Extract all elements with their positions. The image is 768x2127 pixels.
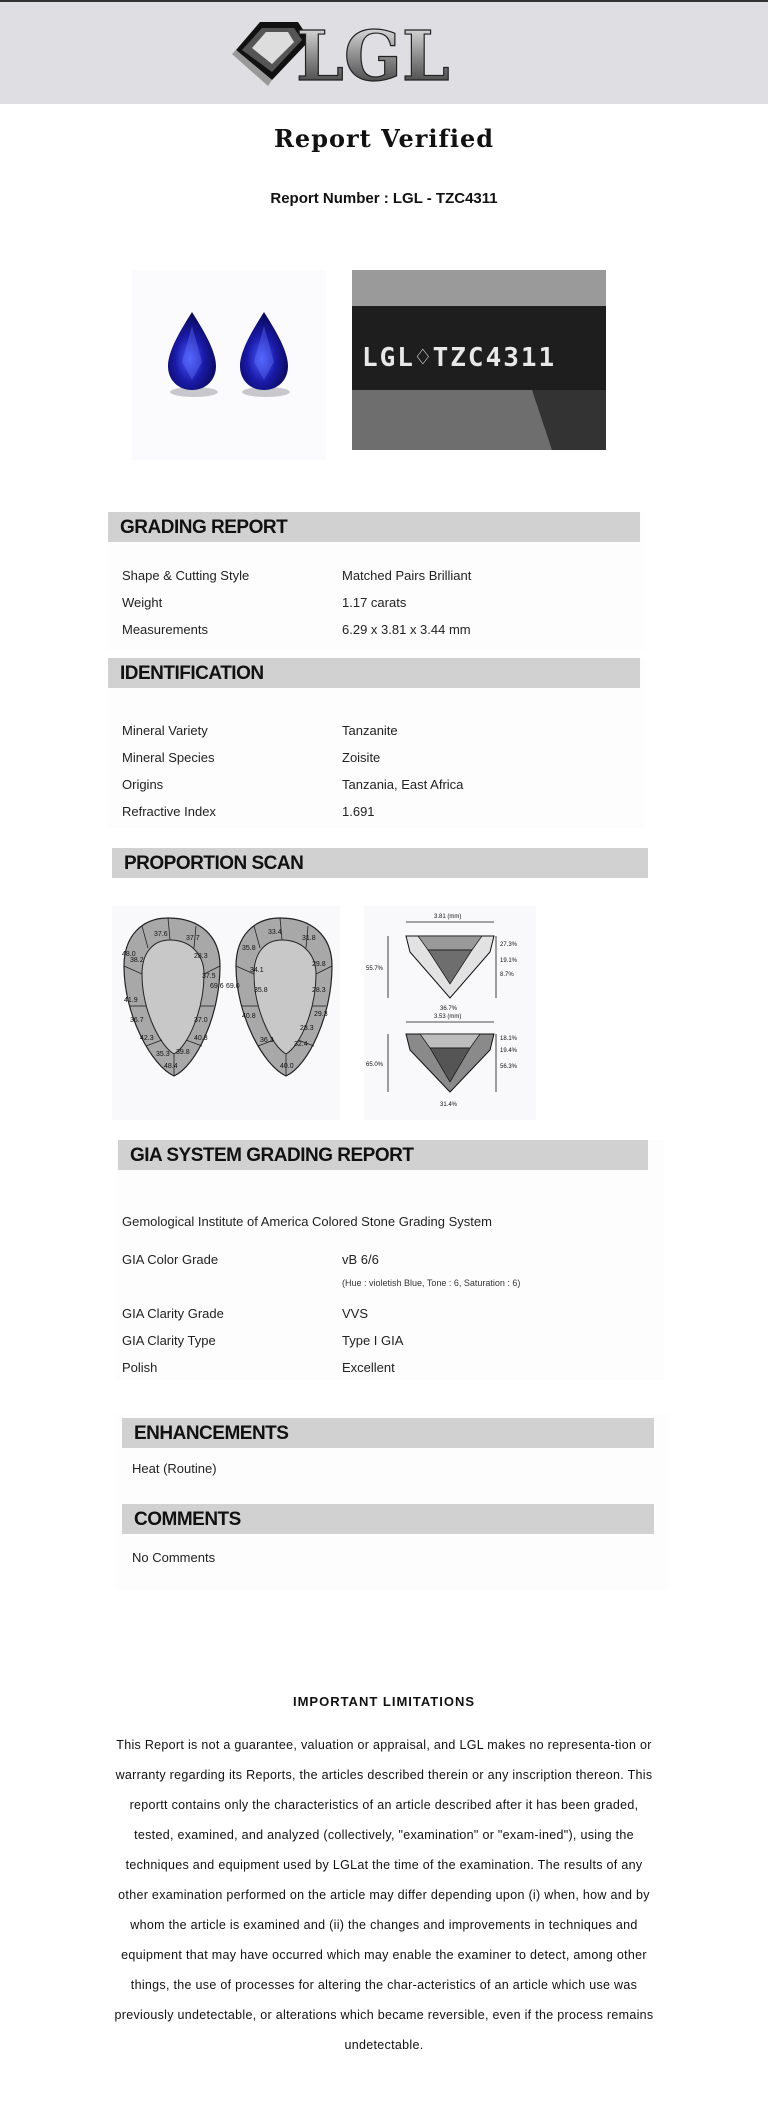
inscription-text: LGL♢TZC4311: [362, 343, 557, 373]
facet-label: 36.7: [130, 1017, 144, 1024]
gia-system-header: [118, 1140, 648, 1170]
gia-intro: Gemological Institute of America Colored Stone Grading System: [122, 1214, 492, 1229]
facet-label: 35.3: [156, 1051, 170, 1058]
gia-clarity-type-label: GIA Clarity Type: [122, 1333, 216, 1348]
gia-color-note: (Hue : violetish Blue, Tone : 6, Saturation : 6): [342, 1278, 521, 1288]
gia-clarity-grade-label: GIA Clarity Grade: [122, 1306, 224, 1321]
gia-clarity-grade-value: VVS: [342, 1306, 369, 1321]
profile-bottom-pavilion: 56.3%: [500, 1064, 518, 1070]
two-blue-pear-stones: [132, 270, 326, 460]
facet-label: 40.0: [280, 1063, 294, 1070]
grading-report-header: [108, 512, 640, 542]
refractive-index-value: 1.691: [342, 804, 375, 819]
gia-color-grade-value: vB 6/6: [342, 1252, 379, 1267]
facet-label: 69.6: [210, 983, 224, 990]
enhancements-value: Heat (Routine): [132, 1461, 217, 1476]
facet-label: 31.8: [302, 935, 316, 942]
facet-label: 38.2: [130, 957, 144, 964]
profile-top-crown: 27.3%: [500, 942, 518, 948]
profile-top-girdle: 19.1%: [500, 958, 518, 964]
weight-label: Weight: [122, 595, 163, 610]
stones-photo: [132, 270, 326, 460]
identification-heading: IDENTIFICATION: [120, 663, 264, 684]
mineral-variety-label: Mineral Variety: [122, 723, 208, 738]
mineral-species-label: Mineral Species: [122, 750, 215, 765]
page-header: [0, 0, 768, 104]
facet-label: 28.3: [194, 953, 208, 960]
facet-label: 37.7: [186, 935, 200, 942]
diamond-icon: [232, 16, 492, 96]
profile-top-depth: 55.7%: [366, 966, 384, 972]
grading-report-heading: GRADING REPORT: [120, 517, 288, 538]
facet-label: 69.0: [226, 983, 240, 990]
profile-bottom-crown: 18.1%: [500, 1036, 518, 1042]
profile-bottom-depth: 65.0%: [366, 1062, 384, 1068]
gia-color-grade-label: GIA Color Grade: [122, 1252, 219, 1267]
identification-header: [108, 658, 640, 688]
shape-value: Matched Pairs Brilliant: [342, 568, 472, 583]
report-number: Report Number : LGL - TZC4311: [270, 190, 498, 207]
comments-heading: COMMENTS: [134, 1509, 241, 1530]
limitations-text: This Report is not a guarantee, valuation or appraisal, and LGL makes no representa-tion or warranty regarding its Reports, the articles described therein or any inscription thereon. This reportt contains only the characteristics of an article described after it has been graded, tested, examined, and analyzed (collectively, "examination" or "exam-ined"), using the techniques and equipment used by LGLat the time of the examination. The results of any other examination performed on the article may differ depending upon (i) when, how and by whom the article is examined and (ii) the changes and improvements in techniques and equipment that may have occurred which may enable the examiner to detect, among other things, the use of processes for altering the char-acteristics of an article which use was previously undetectable, or alterations which became reversible, even if the process remains undetectable.: [114, 1738, 654, 2052]
origins-value: Tanzania, East Africa: [342, 777, 464, 792]
facet-label: 39.8: [176, 1049, 190, 1056]
facet-label: 28.3: [312, 987, 326, 994]
profile-top-table: 36.7%: [440, 1006, 458, 1012]
facet-label: 29.3: [314, 1011, 328, 1018]
polish-label: Polish: [122, 1360, 158, 1375]
facet-label: 40.8: [194, 1035, 208, 1042]
facet-label: 34.1: [250, 967, 264, 974]
polish-value: Excellent: [342, 1360, 395, 1375]
facet-label: 41.9: [124, 997, 138, 1004]
facet-label: 32.4: [294, 1041, 308, 1048]
profile-bottom-table: 31.4%: [440, 1102, 458, 1108]
origins-label: Origins: [122, 777, 164, 792]
facet-label: 36.3: [260, 1037, 274, 1044]
comments-value: No Comments: [132, 1550, 216, 1565]
facet-label: 37.6: [154, 931, 168, 938]
profile-top-width: 3.81 (mm): [434, 914, 462, 920]
facet-label: 48.4: [164, 1063, 178, 1070]
gia-clarity-type-value: Type I GIA: [342, 1333, 404, 1348]
facet-label: 33.4: [268, 929, 282, 936]
facet-label: 48.0: [122, 951, 136, 958]
facet-label: 28.3: [300, 1025, 314, 1032]
comments-header: [122, 1504, 654, 1534]
facet-label: 35.8: [254, 987, 268, 994]
facet-label: 40.8: [242, 1013, 256, 1020]
logo-text: LGL: [296, 17, 450, 96]
facet-label: 35.8: [242, 945, 256, 952]
inscription-photo: [352, 270, 606, 450]
profile-diagram: [364, 906, 536, 1120]
enhancements-header: [122, 1418, 654, 1448]
refractive-index-label: Refractive Index: [122, 804, 216, 819]
profile-top-pavilion: 8.7%: [500, 972, 514, 978]
facet-label: 37.0: [194, 1017, 208, 1024]
lgl-logo[interactable]: [232, 16, 492, 96]
proportion-scan-heading: PROPORTION SCAN: [124, 853, 304, 874]
profile-bottom-girdle: 19.4%: [500, 1048, 518, 1054]
proportion-scan-header: [112, 848, 648, 878]
shape-label: Shape & Cutting Style: [122, 568, 250, 583]
page-title: Report Verified: [273, 124, 495, 153]
profile-bottom-width: 3.53 (mm): [434, 1014, 462, 1020]
facet-label: 37.5: [202, 973, 216, 980]
mineral-variety-value: Tanzanite: [342, 723, 398, 738]
enhancements-heading: ENHANCEMENTS: [134, 1423, 289, 1444]
weight-value: 1.17 carats: [342, 595, 407, 610]
measurements-label: Measurements: [122, 622, 208, 637]
pear-facet-diagram: [112, 906, 340, 1120]
facet-label: 42.3: [140, 1035, 154, 1042]
gia-system-heading: GIA SYSTEM GRADING REPORT: [130, 1145, 414, 1166]
mineral-species-value: Zoisite: [342, 750, 381, 765]
limitations-heading: IMPORTANT LIMITATIONS: [292, 1694, 476, 1709]
measurements-value: 6.29 x 3.81 x 3.44 mm: [342, 622, 471, 637]
facet-label: 29.8: [312, 961, 326, 968]
